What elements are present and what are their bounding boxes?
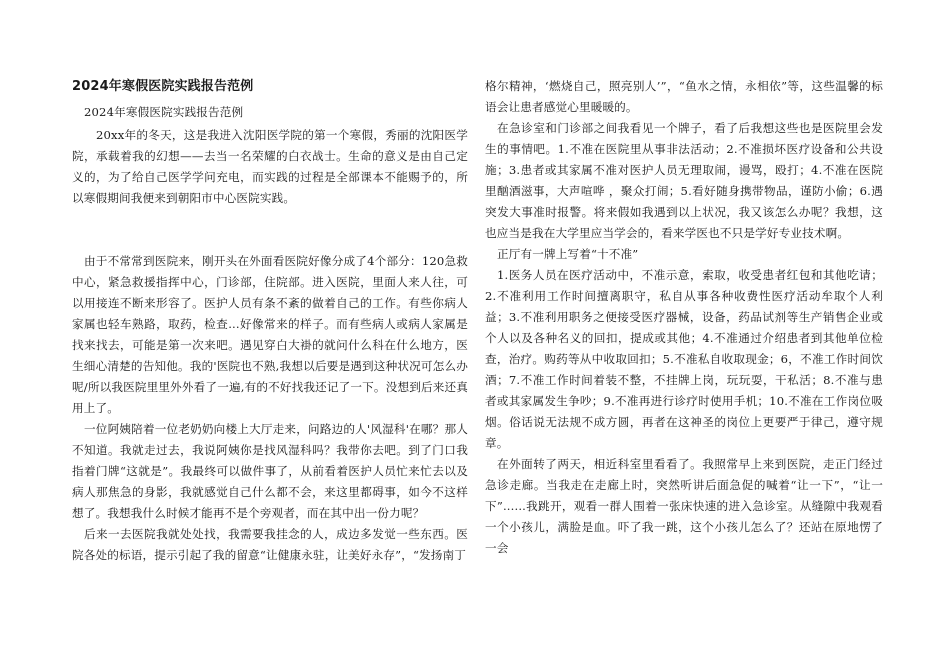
document-subtitle: 2024年寒假医院实践报告范例 [84,105,244,119]
paragraph: 20xx年的冬天，这是我进入沈阳医学院的第一个寒假，秀丽的沈阳医学院，承载着我的幻想——去当一名荣耀的白衣战士。生命的意义是由自己定义的，为了给自己医学学问充电，而实践的过程是全部课本不能赐予的，所以寒假期间我便来到朝阳市中心医院实践。 [72,128,468,205]
paragraph: 在急诊室和门诊部之间我看见一个牌子，看了后我想这些也是医院里会发生的事情吧。1.不准在医院里从事非法活动；2.不准损坏医疗设备和公共设施；3.患者或其家属不准对医护人员无理取闹，谩骂，殴打；4.不准在医院里酗酒滋事，大声喧哗 ，聚众打闹；5.看好随身携带物品，谨防小偷；6.遇突发大事准时报警。将来假如我遇到以上状况，我又该怎么办呢？我想，这也应当是我在大学里应当学会的，看来学医也不只是学好专业技术啊。 [485,121,883,240]
paragraph: 格尔精神，‘燃烧自己，照亮别人’”，“鱼水之情，永相依”等，这些温馨的标语会让患者感觉心里暖暖的。 [485,79,883,114]
paragraph: 在外面转了两天，相近科室里看看了。我照常早上来到医院，走正门经过急诊走廊。当我走在走廊上时，突然听讲后面急促的喊着“让一下”，“让一下”......我跳开，观看一群人围着一张床快速的进入急诊室。从缝隙中我观看一个小孩儿，满脸是血。吓了我一跳，这个小孩儿怎么了？还站在原地愣了一会 [485,457,883,555]
paragraph: 一位阿姨陪着一位老奶奶向楼上大厅走来，问路边的人'风湿科'在哪？那人不知道。我就走过去，我说阿姨你是找风湿科吗？我带你去吧。到了门口我指着门牌“这就是”。我最终可以做件事了，从前看着医护人员忙来忙去以及病人那焦急的身影，我就感觉自己什么都不会，来这里都碍事，如今不这样想了。我想我什么时候才能再不是个旁观者，而在其中出一份力呢？ [72,422,468,520]
paragraph-gap [72,230,468,251]
left-column [72,76,468,566]
document-title: 2024年寒假医院实践报告范例 [72,79,254,94]
paragraph-gap [72,209,468,230]
right-column [485,76,883,559]
paragraph: 由于不常常到医院来，刚开头在外面看医院好像分成了4个部分：120急救中心，紧急救援指挥中心，门诊部，住院部。进入医院，里面人来人往，可以用接连不断来形容了。医护人员有条不紊的做着自己的工作。有些你病人家属也轻车熟路，取药，检查...好像常来的样子。而有些病人或病人家属是找来找去，可能是第一次来吧。遇见穿白大褂的就问什么科在什么地方，医生细心清楚的告知他。我的'医院也不熟,我想以后要是遇到这种状况可怎么办呢/所以我医院里里外外看了一遍,有的不好找我还记了一下。没想到后来还真用上了。 [72,254,468,415]
paragraph: 后来一去医院我就处处找，我需要我挂念的人，成边多发觉一些东西。医院各处的标语，提示引起了我的留意“让健康永驻，让美好永存”，“发扬南丁 [72,527,468,562]
paragraph: 正厅有一牌上写着“十不准” [497,247,639,261]
paragraph: 1.医务人员在医疗活动中，不准示意，索取，收受患者红包和其他吃请；2.不准利用工作时间擅离职守，私自从事各种收费性医疗活动牟取个人利益；3.不准利用职务之便接受医疗器械，设备，药品试剂等生产销售企业或个人以及各种名义的回扣，提成或其他；4.不准通过介绍患者到其他单位检查，治疗。购药等从中收取回扣；5.不准私自收取现金；6，不准工作时间饮酒；7.不准工作时间着装不整，不挂牌上岗，玩玩耍，干私活；8.不准与患者或其家属发生争吵；9.不准再进行诊疗时使用手机；10.不准在工作岗位吸烟。俗话说无法规不成方圆，再者在这神圣的岗位上更要严于律己，遵守规章。 [485,268,883,450]
